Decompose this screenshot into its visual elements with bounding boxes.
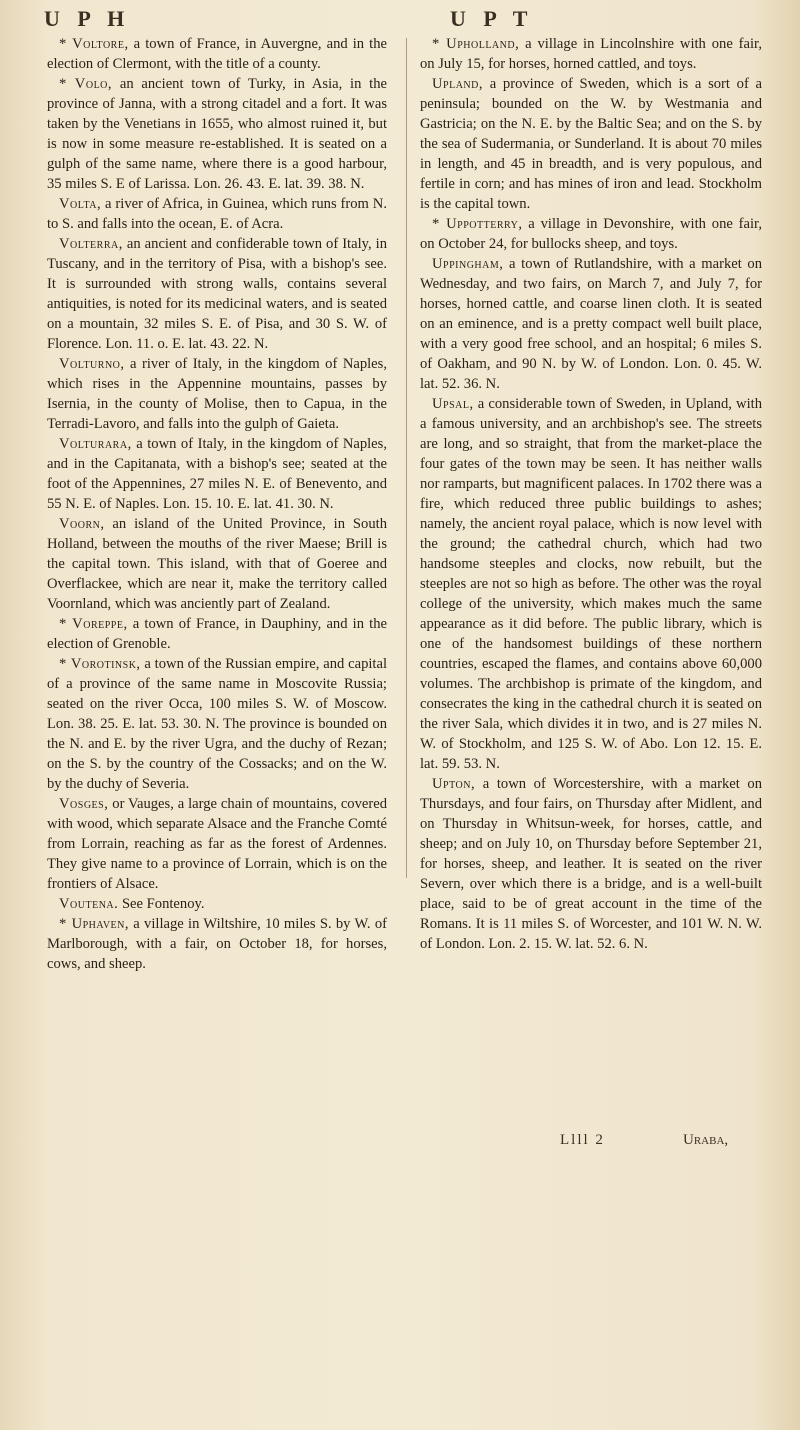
entry-headword: Volta, xyxy=(59,196,102,212)
dictionary-entry xyxy=(420,34,762,74)
entry-headword: Upsal, xyxy=(432,396,474,412)
entry-headword: * Upholland, xyxy=(432,36,520,52)
dictionary-entry xyxy=(420,74,762,214)
dictionary-entry xyxy=(420,214,762,254)
entry-headword: Upton, xyxy=(432,776,476,792)
running-head-right: U P T xyxy=(450,6,534,31)
entry-headword: Volturno, xyxy=(59,356,125,372)
entry-headword: * Volo, xyxy=(59,76,113,92)
entry-headword: Voorn, xyxy=(59,516,105,532)
dictionary-entry xyxy=(47,234,387,354)
entry-headword: Upland, xyxy=(432,76,484,92)
entry-text: a town of Italy, in the kingdom of Naples, and in the Capitanata, with a bishop's see; seated at the foot of the Appennines, 27 miles N. E. of Benevento, and 55 N. E. of Naples. Lon. 15. 10. E. lat. 41. 30. N. xyxy=(47,436,387,512)
entry-text: a river of Africa, in Guinea, which runs from N. to S. and falls into the ocean, E. of Acra. xyxy=(47,196,387,232)
dictionary-entry xyxy=(47,654,387,794)
catchword: Uraba, xyxy=(683,1132,729,1148)
entry-headword: * Uppotterry, xyxy=(432,216,523,232)
column-divider xyxy=(406,38,407,878)
dictionary-entry xyxy=(47,794,387,894)
entry-text: a province of Sweden, which is a sort of a peninsula; bounded on the W. by Westmania and Gastricia; on the N. E. by the Baltic Sea; and on the S. by the sea of Sudermania, or Sunderland. It is about 70 miles in length, and 45 in breadth, and is very populous, and fertile in corn; and has mines of iron and lead. Stockholm is the capital town. xyxy=(420,76,762,212)
entry-text: a town of the Russian empire, and capital of a province of the same name in Moscovite Russia; seated on the river Occa, 100 miles S. W. of Moscow. Lon. 38. 25. E. lat. 53. 30. N. The province is bounded on the N. and E. by the river Ugra, and the duchy of Rezan; on the S. by the country of the Cossacks; and on the W. by the duchy of Severia. xyxy=(47,656,388,792)
entry-text: or Vauges, a large chain of mountains, covered with wood, which separate Alsace and the Franche Comté from Lorrain, reaching as far as the forest of Ardennes. They give name to a province of Lorrain, which is on the frontiers of Alsace. xyxy=(47,796,387,892)
entry-text: a village in Wiltshire, 10 miles S. by W. of Marlborough, with a fair, on October 18, for horses, cows, and sheep. xyxy=(47,916,387,972)
entry-text: an ancient town of Turky, in Asia, in the province of Janna, with a strong citadel and a fort. It was taken by the Venetians in 1655, who almost ruined it, but is now in some measure re-established. It is seated on a gulph of the same name, where there is a good harbour, 35 miles S. E of Larissa. Lon. 26. 43. E. lat. 39. 38. N. xyxy=(47,76,388,192)
entry-text: a town of France, in Auvergne, and in the election of Clermont, with the title of a county. xyxy=(47,36,387,72)
entry-text: a town of Rutlandshire, with a market on Wednesday, and two fairs, on March 7, and July 7, for horses, horned cattle, and coarse linen cloth. It is seated on an eminence, and is a pretty compact well built place, with a very good free school, and an hospital; 6 miles S. of Oakham, and 90 N. by W. of London. Lon. 0. 45. W. lat. 52. 36. N. xyxy=(420,256,762,392)
dictionary-entry xyxy=(47,34,387,74)
dictionary-entry xyxy=(47,914,387,974)
entry-text: a village in Devonshire, with one fair, on October 24, for bullocks sheep, and toys. xyxy=(420,216,762,252)
entry-text: a village in Lincolnshire with one fair, on July 15, for horses, horned cattled, and toys. xyxy=(420,36,762,72)
entry-text: See Fontenoy. xyxy=(118,896,205,912)
dictionary-entry xyxy=(47,614,387,654)
entry-headword: Uppingham, xyxy=(432,256,504,272)
entry-text: a town of France, in Dauphiny, and in the election of Grenoble. xyxy=(47,616,387,652)
entry-headword: Volterra, xyxy=(59,236,123,252)
dictionary-entry xyxy=(47,894,387,914)
dictionary-entry xyxy=(420,774,762,954)
entry-headword: * Uphaven, xyxy=(59,916,130,932)
entry-headword: * Voltore, xyxy=(59,36,129,52)
right-column xyxy=(420,34,762,954)
entry-headword: Voutena. xyxy=(59,896,119,912)
dictionary-entry xyxy=(47,354,387,434)
entry-text: a considerable town of Sweden, in Upland, with a famous university, and an archbishop's see. The streets are long, and so straight, that from the market-place the four gates of the town may be seen. It has neither walls nor ramparts, but magnificent palaces. In 1702 there was a fire, which reduced three public buildings to ashes; namely, the ancient royal palace, which is now level with the ground; the cathedral church, which had two handsome steeples and clocks, now rebuilt, but the steeples are not so high as before. The other was the royal college of the university, which makes much the same appearance as it did before. The public library, which is one of the handsomest buildings of these northern countries, escaped the flames, and contains above 60,000 volumes. The archbishop is primate of the kingdom, and consecrates the king in the cathedral church it is seated on the river Sala, which divides it in two, and is 27 miles N. W. of Stockholm, and 125 S. W. of Abo. Lon 12. 15. E. lat. 59. 53. N. xyxy=(420,396,762,772)
dictionary-entry xyxy=(47,514,387,614)
entry-headword: * Voreppe, xyxy=(59,616,128,632)
entry-text: a town of Worcestershire, with a market on Thursdays, and four fairs, on Thursday after Midlent, and on Thursday in Whitsun-week, for horses, cattle, and sheep; and on July 10, on Thursday before September 21, for horses, sheep, and leather. It is seated on the river Severn, over which there is a bridge, and is a well-built place, said to be of great account in the time of the Romans. It is 11 miles S. of Worcester, and 101 W. N. W. of London. Lon. 2. 15. W. lat. 52. 6. N. xyxy=(420,776,762,952)
dictionary-entry xyxy=(420,254,762,394)
entry-headword: Volturara, xyxy=(59,436,132,452)
dictionary-entry xyxy=(47,194,387,234)
dictionary-entry xyxy=(420,394,762,774)
entry-text: a river of Italy, in the kingdom of Naples, which rises in the Appennine mountains, passes by Isernia, in the county of Molise, then to Capua, in the Terradi-Lavoro, and falls into the gulph of Gaieta. xyxy=(47,356,387,432)
entry-headword: * Vorotinsk, xyxy=(59,656,141,672)
entry-text: an ancient and confiderable town of Italy, in Tuscany, and in the territory of Pisa, with a bishop's see. It is surrounded with strong walls, contains several antiquities, is noted for its medicinal waters, and is seated on a mountain, 32 miles S. E. of Pisa, and 30 S. W. of Florence. Lon. 11. o. E. lat. 43. 22. N. xyxy=(47,236,387,352)
entry-text: an island of the United Province, in South Holland, between the mouths of the river Maese; Brill is the capital town. This island, with that of Goeree and Overflackee, which are near it, make the territory called Voornland, which was anciently part of Zealand. xyxy=(47,516,387,612)
signature-mark: Llll 2 xyxy=(560,1132,605,1148)
entry-headword: Vosges, xyxy=(59,796,109,812)
dictionary-entry xyxy=(47,74,387,194)
dictionary-entry xyxy=(47,434,387,514)
running-head-left: U P H xyxy=(44,6,131,31)
left-column xyxy=(47,34,387,974)
